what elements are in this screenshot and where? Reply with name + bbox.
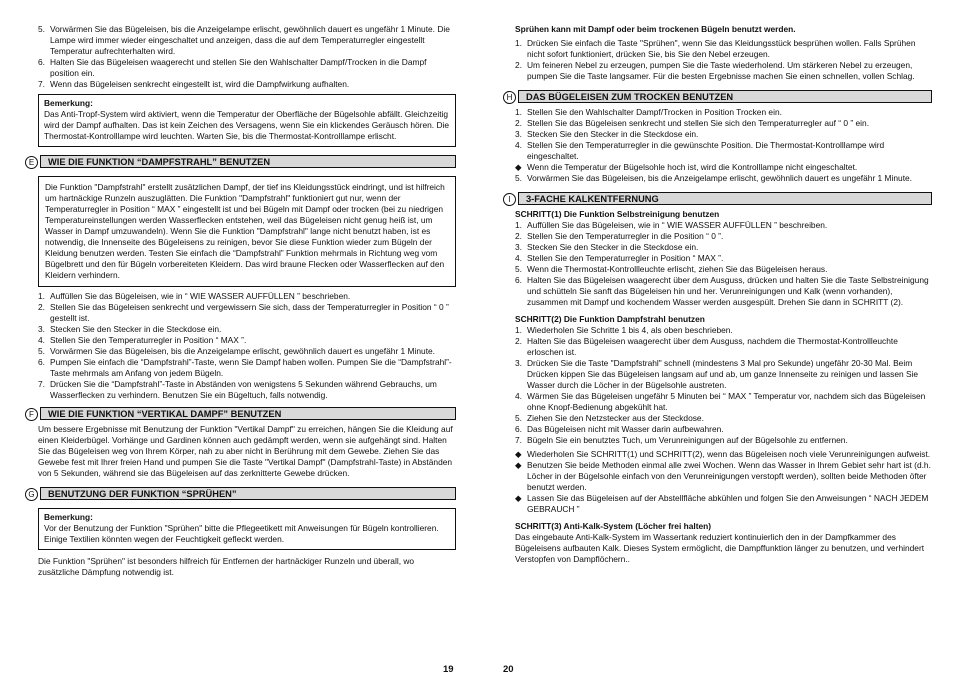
list-item [515, 242, 932, 253]
list-item-marker: 1. [515, 325, 522, 335]
list-item-marker: 5. [38, 24, 45, 34]
section-e-steps [38, 291, 456, 401]
list-item [38, 302, 456, 324]
list-item [515, 413, 932, 424]
list-item [515, 173, 932, 184]
list-item-marker: 5. [515, 173, 522, 183]
section-e-letter: E [25, 156, 38, 169]
section-g-text: Die Funktion "Sprühen" ist besonders hilfreich für Entfernen der hartnäckiger Runzeln und überall, wo zusätzliche Dämpfung notwendig ist. [38, 556, 415, 577]
section-i-title: 3-FACHE KALKENTFERNUNG [518, 192, 932, 205]
list-item-text: Das Bügeleisen nicht mit Wasser darin aufbewahren. [527, 424, 724, 434]
list-item-marker: ◆ [515, 449, 522, 459]
list-item-marker: 4. [515, 391, 522, 401]
section-e-header [28, 155, 456, 172]
list-item-marker: 6. [38, 357, 45, 367]
list-item [515, 336, 932, 358]
list-item-marker: 1. [38, 291, 45, 301]
list-item-text: Auffüllen Sie das Bügeleisen, wie in “ WIE WASSER AUFFÜLLEN ” beschreiben. [527, 220, 828, 230]
list-item [515, 424, 932, 435]
list-item-marker: 6. [515, 275, 522, 285]
section-f-letter: F [25, 408, 38, 421]
list-item-marker: ◆ [515, 493, 522, 503]
list-item-marker: 5. [515, 413, 522, 423]
list-item-marker: 6. [38, 57, 45, 67]
list-item [515, 118, 932, 129]
list-item-text: Auffüllen Sie das Bügeleisen, wie in “ WIE WASSER AUFFÜLLEN ” beschrieben. [50, 291, 351, 301]
section-e-info-box [38, 176, 456, 287]
list-item-marker: 1. [515, 38, 522, 48]
list-item-marker: ◆ [515, 162, 522, 172]
section-e-title: WIE DIE FUNKTION “DAMPFSTRAHL” BENUTZEN [40, 155, 456, 168]
note-text: Das Anti-Tropf-System wird aktiviert, wenn die Temperatur der Oberfläche der Bügelsohle abfällt. Gleichzeitig wird der Dampf aufhalten. Das ist kein Zeichen des Versagens, wenn Sie ein klickendes Geräusch hören. Die Thermostat-Kontrolllampe wird leuchten. Warten Sie, bis die Thermostat-Kontrolllampe erlischt. [44, 109, 450, 141]
list-item [515, 140, 932, 162]
list-item [38, 57, 456, 79]
list-item [515, 264, 932, 275]
list-item [515, 129, 932, 140]
list-item [515, 460, 932, 493]
section-h-letter: H [503, 91, 516, 104]
note-box-anti-drip [38, 94, 456, 147]
list-item-text: Drücken Sie einfach die Taste "Sprühen", wenn Sie das Kleidungsstück besprühen wollen. Falls Sprühen nicht sofort funktioniert, drücken Sie, bis Sie den Nebel erzeugen. [527, 38, 916, 59]
list-item-text: Stecken Sie den Stecker in die Steckdose ein. [527, 129, 699, 139]
step1-list [515, 220, 932, 308]
list-item-marker: ◆ [515, 460, 522, 470]
list-item-text: Stellen Sie den Temperaturregler in Position “ MAX ”. [527, 253, 724, 263]
list-item [515, 60, 932, 82]
section-h-title: DAS BÜGELEISEN ZUM TROCKEN BENUTZEN [518, 90, 932, 103]
list-item [38, 324, 456, 335]
section-g-title: BENUTZUNG DER FUNKTION “SPRÜHEN” [40, 487, 456, 500]
list-item-marker: 3. [38, 324, 45, 334]
list-item-text: Drücken Sie die “Dampfstrahl”-Taste in Abständen von wenigstens 5 Sekunden während Gebrauchs, um Wasserflecken zu verhindern. Benutzen Sie ein Bügeltuch, falls notwendig. [50, 379, 437, 400]
section-h-header [506, 90, 932, 107]
list-item [38, 335, 456, 346]
list-item [38, 24, 456, 57]
list-item-marker: 3. [515, 242, 522, 252]
list-item-marker: 2. [38, 302, 45, 312]
list-item-text: Wenn die Temperatur der Bügelsohle hoch ist, wird die Kontrolllampe nicht eingeschaltet. [527, 162, 858, 172]
list-item-marker: 6. [515, 424, 522, 434]
list-item-text: Stellen Sie das Bügeleisen senkrecht und stellen Sie sich den Temperaturregler auf “ 0 ” ein. [527, 118, 870, 128]
list-item [515, 325, 932, 336]
list-item-marker: 7. [38, 79, 45, 89]
note-title: Bemerkung: [44, 512, 93, 522]
list-item-text: Ziehen Sie den Netzstecker aus der Steckdose. [527, 413, 704, 423]
list-item-marker: 4. [515, 253, 522, 263]
step3-title: SCHRITT(3) Anti-Kalk-System (Löcher frei halten) [515, 521, 712, 531]
list-item-text: Wärmen Sie das Bügeleisen ungefähr 5 Minuten bei “ MAX ” Temperatur vor, nachdem sich das Bügeleisen ohne Knopf-Bedienung abgekühlt hat. [527, 391, 926, 412]
list-item-text: Um feineren Nebel zu erzeugen, pumpen Sie die Taste wiederholend. Um stärkeren Nebel zu erzeugen, pumpen Sie die Taste langsamer. Für die besten Ergebnisse machen Sie einen schnellen, vollen Schlag. [527, 60, 915, 81]
list-item-text: Halten Sie das Bügeleisen waagerecht und stellen Sie den Wahlschalter Dampf/Trocken in die Dampf position ein. [50, 57, 427, 78]
step3-text: Das eingebaute Anti-Kalk-System im Wassertank reduziert kontinuierlich den in der Dampfkammer des Bügeleisens aufbauten Kalk. Dieses System ermöglicht, die Dampffunktion länger zu benutzen, und verhindert Verstopfen von Dampflöchern.. [515, 532, 925, 564]
page-number-left: 19 [443, 664, 454, 675]
list-item [515, 391, 932, 413]
list-item [515, 38, 932, 60]
list-item [515, 220, 932, 231]
list-item-text: Vorwärmen Sie das Bügeleisen, bis die Anzeigelampe erlischt, gewöhnlich dauert es ungefähr 1 Minute. [527, 173, 913, 183]
section-e-info-text: Die Funktion "Dampfstrahl" erstellt zusätzlichen Dampf, der tief ins Kleidungsstück eindringt, und ist hilfreich um hartnäckige Runzeln auszuglätten. Die Funktion "Dampfstrahl" funktioniert gut nur, wenn der Temperaturregler in Position “ MAX ” eingestellt ist und bei Bügeln mit Dampf oder trocken (bei zu niedrigen Temperatureinstellungen werden Wasserflecken entstehen, weil das Bügeleisen nicht genug heiß ist, um Wasser in Dampf umzuwandeln). Wenn Sie die Funktion "Dampfstrahl" lange nicht benutzt haben, ist es notwendig, die Innenseite des Bügeleisens zu reinigen, bevor Sie diese Funktion wieder zum Bügeln der Kleidung benutzen werden. Testen Sie einfach die “Dampfstrahl” Funktion mehrmals in Richtung weg vom Bügelbrett und den für Bügeln vorbereiteten Kleidern. Das wird braune Flecken oder Wasserflecken auf den Kleidern verhindern. [45, 182, 445, 280]
spray-steps [515, 38, 932, 82]
list-item-text: Stellen Sie das Bügeleisen senkrecht und vergewissern Sie sich, dass der Temperaturregler in Position “ 0 ” gestellt ist. [50, 302, 449, 323]
step2-list [515, 325, 932, 446]
section-i-letter: I [503, 193, 516, 206]
list-item-text: Wiederholen Sie Schritte 1 bis 4, als oben beschrieben. [527, 325, 733, 335]
list-item-marker: 3. [515, 358, 522, 368]
list-item [515, 231, 932, 242]
list-item [38, 357, 456, 379]
list-item-marker: 3. [515, 129, 522, 139]
list-item-text: Wenn das Bügeleisen senkrecht eingestellt ist, wird die Dampfwirkung aufhalten. [50, 79, 350, 89]
note-title: Bemerkung: [44, 98, 93, 108]
list-item-text: Stecken Sie den Stecker in die Steckdose ein. [50, 324, 222, 334]
list-item-marker: 7. [515, 435, 522, 445]
list-item-marker: 2. [515, 231, 522, 241]
list-item-text: Stecken Sie den Stecker in die Steckdose ein. [527, 242, 699, 252]
list-item-text: Vorwärmen Sie das Bügeleisen, bis die Anzeigelampe erlischt, gewöhnlich dauert es ungefähr 1 Minute. [50, 346, 436, 356]
list-item [515, 493, 932, 515]
list-item-text: Halten Sie das Bügeleisen waagerecht über dem Ausguss, nachdem die Thermostat-Kontrollleuchte erloschen ist. [527, 336, 898, 357]
section-h-steps [515, 107, 932, 184]
list-item [38, 291, 456, 302]
list-item [515, 449, 932, 460]
step2-title: SCHRITT(2) Die Funktion Dampfstrahl benutzen [515, 314, 705, 324]
list-item-text: Vorwärmen Sie das Bügeleisen, bis die Anzeigelampe erlischt, gewöhnlich dauert es ungefähr 1 Minute. Die Lampe wird immer wieder eingeschaltet und anzeigen, dass die auf dem Temperaturregler eingestellt Temperatur aufrechterhalten wird. [50, 24, 450, 56]
step1-title: SCHRITT(1) Die Funktion Selbstreinigung benutzen [515, 209, 720, 219]
section-g-letter: G [25, 488, 38, 501]
list-item-text: Stellen Sie den Wahlschalter Dampf/Trocken in Position Trocken ein. [527, 107, 782, 117]
note-box-spray [38, 508, 456, 550]
section-f-title: WIE DIE FUNKTION “VERTIKAL DAMPF” BENUTZEN [40, 407, 456, 420]
right-page [506, 24, 932, 565]
list-item-text: Bügeln Sie ein benutztes Tuch, um Verunreinigungen auf der Bügelsohle zu entfernen. [527, 435, 848, 445]
list-item-marker: 2. [515, 336, 522, 346]
page-number-right: 20 [503, 664, 514, 675]
list-item-marker: 1. [515, 107, 522, 117]
list-item [515, 435, 932, 446]
list-item [515, 275, 932, 308]
list-item [515, 253, 932, 264]
list-item-marker: 4. [38, 335, 45, 345]
list-item [38, 79, 456, 90]
list-item-text: Drücken Sie die Taste "Dampfstrahl" schnell (mindestens 3 Mal pro Sekunde) ungefähr 20-30 Mal. Beim Drücken kippen Sie das Bügeleisen langsam auf und ab, um ganze Innenseite zu reinigen und lassen Sie Wasser durch die Löcher in der Bügelsohle austreten. [527, 358, 919, 390]
top-steps-list [38, 24, 456, 90]
list-item-marker: 2. [515, 118, 522, 128]
list-item-text: Wenn die Thermostat-Kontrollleuchte erlischt, ziehen Sie das Bügeleisen heraus. [527, 264, 828, 274]
list-item-marker: 5. [515, 264, 522, 274]
spray-subtitle: Sprühen kann mit Dampf oder beim trockenen Bügeln benutzt werden. [515, 24, 796, 34]
list-item-text: Stellen Sie den Temperaturregler in die Position “ 0 ”. [527, 231, 724, 241]
list-item [515, 107, 932, 118]
list-item-marker: 4. [515, 140, 522, 150]
list-item-text: Lassen Sie das Bügeleisen auf der Abstellfläche abkühlen und folgen Sie den Anweisungen “ NACH JEDEM GEBRAUCH ” [527, 493, 929, 514]
list-item-text: Halten Sie das Bügeleisen waagerecht über dem Ausguss, drücken und halten Sie die Taste Selbstreinigung und schütteln Sie sanft das Bügeleisen hin und her. Verunreinigungen und Kalk (wenn vorhanden), zusammen mit Dampf und kochendem Wasser werden ausgespült. Drehen Sie dann in SCHRITT (2). [527, 275, 929, 307]
list-item-text: Benutzen Sie beide Methoden einmal alle zwei Wochen. Wenn das Wasser in Ihrem Gebiet sehr hart ist (d.h. Löcher in der Bügelsohle einfach von den Verunreinigungen verstopft werden), sollten beide Methoden öfter benutzt werden. [527, 460, 931, 492]
list-item-text: Stellen Sie den Temperaturregler in die gewünschte Position. Die Thermostat-Kontrolllampe wird eingeschaltet. [527, 140, 885, 161]
section-f-header [29, 407, 456, 424]
section-i-header [508, 192, 932, 209]
list-item-marker: 1. [515, 220, 522, 230]
list-item-text: Wiederholen Sie SCHRITT(1) und SCHRITT(2), wenn das Bügeleisen noch viele Verunreinigungen aufweist. [527, 449, 931, 459]
list-item [515, 358, 932, 391]
section-f-text: Um bessere Ergebnisse mit Benutzung der Funktion "Vertikal Dampf" zu erreichen, hängen Sie die Kleidung auf einen Kleiderbügel. Vorhänge und Gardinen können auch gedämpft werden, wenn sie aufgehängt sind. Halten Sie das Bügeleisen weg von Ihrem Körper, nah zu aber nicht in Berührung mit dem Gewebe. Ziehen Sie das Gewebe fest mit Ihrer freien Hand und pumpen Sie die Taste "Vertikal Dampf" (Dampfstrahl-Taste) in Abständen von 5 Sekunden, während sie das Bügeleisen auf das zerknitterte Gewebe drücken. [38, 424, 453, 478]
list-item [38, 379, 456, 401]
list-item [38, 346, 456, 357]
left-page [28, 24, 456, 578]
section-g-header [28, 487, 456, 504]
list-item-text: Pumpen Sie einfach die “Dampfstrahl”-Taste, wenn Sie Dampf haben wollen. Pumpen Sie die “Dampfstrahl”-Taste mehrmals am Anfang von jedem Bügeln. [50, 357, 452, 378]
note-text: Vor der Benutzung der Funktion "Sprühen" bitte die Pflegeetikett mit Anweisungen für Bügeln kontrollieren. Einige Textilien könnten wegen der Feuchtigkeit gefleckt werden. [44, 523, 439, 544]
list-item-marker: 7. [38, 379, 45, 389]
bullet-list [515, 449, 932, 515]
list-item [515, 162, 932, 173]
list-item-text: Stellen Sie den Temperaturregler in Position “ MAX ”. [50, 335, 247, 345]
list-item-marker: 2. [515, 60, 522, 70]
list-item-marker: 5. [38, 346, 45, 356]
